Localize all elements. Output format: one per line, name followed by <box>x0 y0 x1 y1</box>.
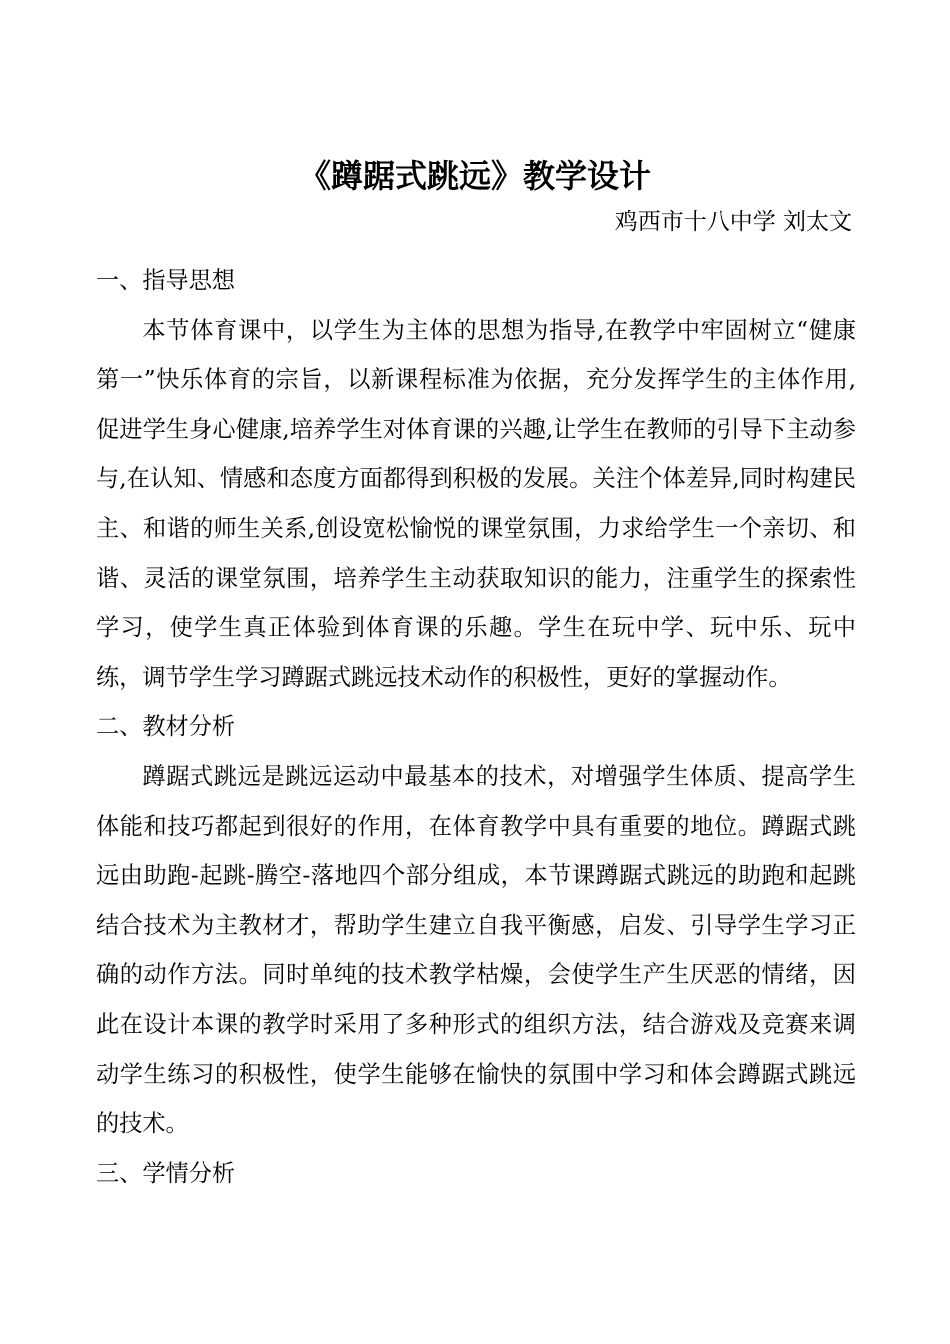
author-line: 鸡西市十八中学 刘太文 <box>614 209 852 235</box>
section-heading-student-analysis: 三、学情分析 <box>96 1159 236 1187</box>
document-body <box>96 256 856 1198</box>
section-heading-material-analysis: 二、教材分析 <box>96 713 236 741</box>
section-paragraph-material-analysis: 蹲踞式跳远是跳远运动中最基本的技术，对增强学生体质、提高学生体能和技巧都起到很好的作用，在体育教学中具有重要的地位。蹲踞式跳远由助跑-起跳-腾空-落地四个部分组成，本节课蹲踞式跳远的助跑和起跳结合技术为主教材才，帮助学生建立自我平衡感，启发、引导学生学习正确的动作方法。同时单纯的技术教学枯燥，会使学生产生厌恶的情绪，因此在设计本课的教学时采用了多种形式的组织方法，结合游戏及竞赛来调动学生练习的积极性，使学生能够在愉快的氛围中学习和体会蹲踞式跳远的技术。 <box>96 762 856 1138</box>
document-title: 《蹲踞式跳远》教学设计 <box>298 157 651 195</box>
section-paragraph-guiding-ideology: 本节体育课中，以学生为主体的思想为指导,在教学中牢固树立“健康第一”快乐体育的宗旨，以新课程标准为依据，充分发挥学生的主体作用,促进学生身心健康,培养学生对体育课的兴趣,让学生在教师的引导下主动参与,在认知、情感和态度方面都得到积极的发展。关注个体差异,同时构建民主、和谐的师生关系,创设宽松愉悦的课堂氛围，力求给学生一个亲切、和谐、灵活的课堂氛围，培养学生主动获取知识的能力，注重学生的探索性学习，使学生真正体验到体育课的乐趣。学生在玩中学、玩中乐、玩中练，调节学生学习蹲踞式跳远技术动作的积极性，更好的掌握动作。 <box>96 316 856 691</box>
section-heading-guiding-ideology: 一、指导思想 <box>96 267 236 294</box>
